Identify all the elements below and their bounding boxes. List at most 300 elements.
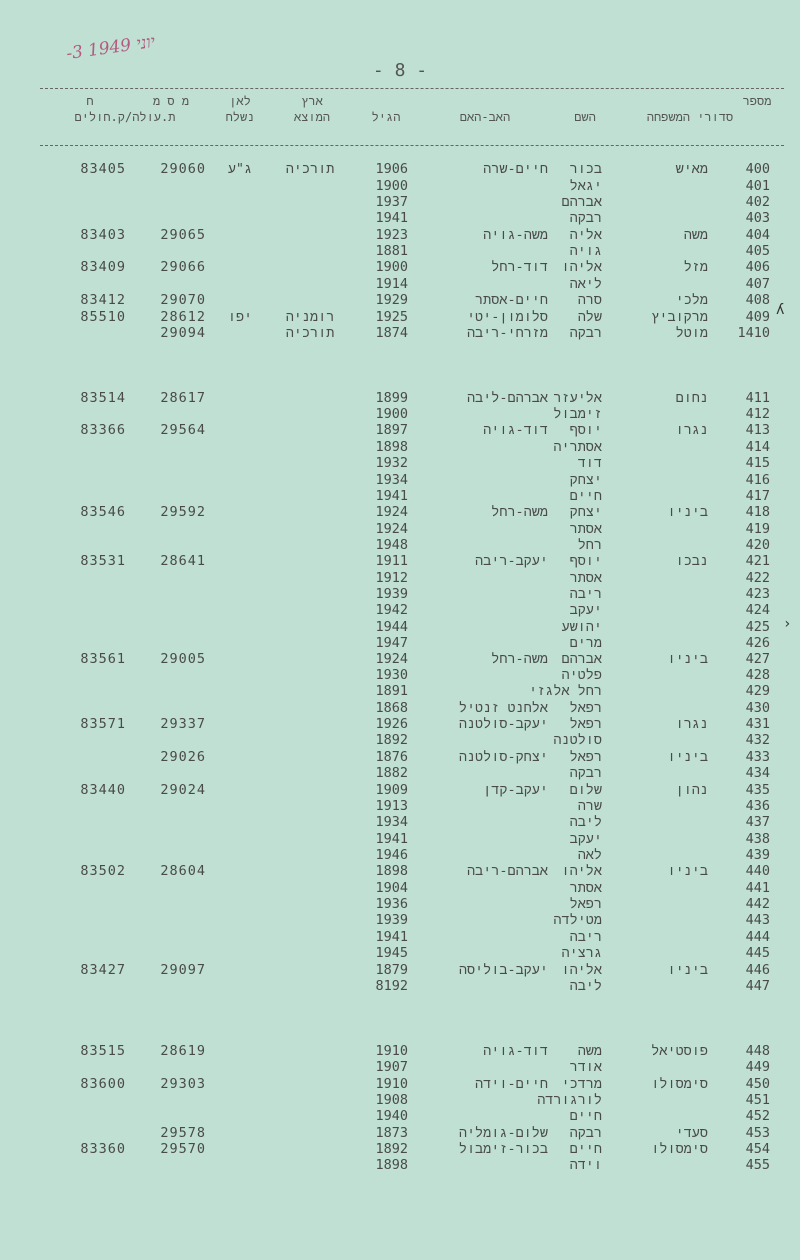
cert-number-2: 28617 [160,390,206,406]
parents-names: יעקב-ריבה [475,553,548,569]
birth-year: 1899 [375,390,408,406]
birth-year: 1911 [375,553,408,569]
family-name: ביניו [667,651,708,667]
table-row [0,912,800,929]
first-name: סולטנה [553,732,602,748]
header-first-name: השם [574,110,596,124]
first-name: רבקה [569,765,602,781]
cert-number-1: 83440 [80,782,126,798]
first-name: שרה [577,798,602,814]
cert-number-1: 83514 [80,390,126,406]
cert-number-2: 29005 [160,651,206,667]
family-name: נהון [675,782,708,798]
parents-names: משה-גויה [483,227,548,243]
parents-names: חיים-אסתר [475,292,548,308]
first-name: אסתר [569,521,602,537]
table-row [0,978,800,995]
table-row [0,945,800,962]
table-row [0,1043,800,1060]
birth-year: 1932 [375,455,408,471]
serial-number: 453 [745,1125,770,1141]
family-name: ביניו [667,504,708,520]
family-name: פוסטיאל [651,1043,708,1059]
table-row [0,455,800,472]
cert-number-1: 83427 [80,962,126,978]
family-name: ביניו [667,749,708,765]
parents-names: משה-רחל [491,651,548,667]
table-row [0,635,800,652]
serial-number: 455 [745,1157,770,1173]
birth-year: 1925 [375,309,408,325]
birth-year: 1898 [375,439,408,455]
cert-number-1: 85510 [80,309,126,325]
first-name: ליבה [569,814,602,830]
table-row [0,1059,800,1076]
first-name: מרדכי [561,1076,602,1092]
table-row [0,847,800,864]
cert-number-1: 83360 [80,1141,126,1157]
parents-names: דוד-גויה [483,1043,548,1059]
first-name: רבקה [569,325,602,341]
birth-year: 1912 [375,570,408,586]
table-row [0,749,800,766]
header-dest-line1: לאן [229,94,251,108]
table-row [0,161,800,178]
birth-year: 1913 [375,798,408,814]
serial-number: 442 [745,896,770,912]
cert-number-2: 29094 [160,325,206,341]
birth-year: 1873 [375,1125,408,1141]
first-name: אודר [569,1059,602,1075]
serial-number: 404 [745,227,770,243]
cert-number-2: 29564 [160,422,206,438]
header-family: סדורי המשפחה [646,110,734,124]
parents-names: מזרחי-ריבה [466,325,548,341]
cert-number-2: 29070 [160,292,206,308]
birth-year: 1908 [375,1092,408,1108]
family-name: מזל [683,259,708,275]
serial-number: 444 [745,929,770,945]
birth-year: 1909 [375,782,408,798]
country-of-origin: רומניה [285,309,335,325]
family-name: סימסולו [651,1076,708,1092]
first-name: רפאל [569,749,602,765]
first-name: דוד [577,455,602,471]
cert-number-2: 29060 [160,161,206,177]
cert-number-2: 29303 [160,1076,206,1092]
first-name: יוסף [569,422,602,438]
cert-number-1: 83546 [80,504,126,520]
birth-year: 1926 [375,716,408,732]
first-name: יוסף [569,553,602,569]
first-name: מטילדה [553,912,602,928]
parents-names: בכור-זימבול [458,1141,548,1157]
first-name: ריבה [569,586,602,602]
table-row [0,292,800,309]
first-name: אליה [569,227,602,243]
country-of-origin: תורכיה [285,325,335,341]
serial-number: 454 [745,1141,770,1157]
cert-number-1: 83502 [80,863,126,879]
header-country-line1: ארץ [301,94,323,108]
table-row [0,1141,800,1158]
birth-year: 1944 [375,619,408,635]
cert-number-1: 83409 [80,259,126,275]
first-name: ריבה [569,929,602,945]
serial-number: 424 [745,602,770,618]
birth-year: 1898 [375,863,408,879]
first-name: רפאל [569,700,602,716]
family-name: מאיש [675,161,708,177]
margin-mark: ʎ [776,302,785,318]
table-row [0,570,800,587]
birth-year: 1897 [375,422,408,438]
serial-number: 420 [745,537,770,553]
first-name: זימבול [553,406,602,422]
serial-number: 405 [745,243,770,259]
birth-year: 8192 [375,978,408,994]
birth-year: 1882 [375,765,408,781]
cert-number-1: 83515 [80,1043,126,1059]
family-name: נבכו [675,553,708,569]
table-row [0,472,800,489]
family-name: משה [683,227,708,243]
parents-names: חיים-וידה [475,1076,548,1092]
serial-number: 439 [745,847,770,863]
serial-number: 423 [745,586,770,602]
serial-number: 407 [745,276,770,292]
table-row [0,814,800,831]
birth-year: 1945 [375,945,408,961]
serial-number: 425 [745,619,770,635]
serial-number: 450 [745,1076,770,1092]
birth-year: 1910 [375,1043,408,1059]
birth-year: 1941 [375,210,408,226]
birth-year: 1907 [375,1059,408,1075]
cert-number-2: 28612 [160,309,206,325]
cert-number-1: 83366 [80,422,126,438]
first-name: אליהו [561,863,602,879]
first-name: יעקב [569,831,602,847]
parents-names: יצחק-סולטנה [458,749,548,765]
first-name: וידה [569,1157,602,1173]
birth-year: 1900 [375,406,408,422]
family-name: נגרו [675,422,708,438]
parents-names: חיים-שרה [483,161,548,177]
table-row [0,537,800,554]
first-name: יעקב [569,602,602,618]
birth-year: 1892 [375,732,408,748]
table-row [0,667,800,684]
parents-names: יעקב-סולטנה [458,716,548,732]
family-name: מלכי [675,292,708,308]
cert-number-2: 28641 [160,553,206,569]
birth-year: 1868 [375,700,408,716]
first-name: משה [577,1043,602,1059]
header-number: מספר [742,94,772,108]
table-row [0,1092,800,1109]
first-name: חיים [569,1141,602,1157]
parents-names: דוד-רחל [491,259,548,275]
table-row [0,488,800,505]
serial-number: 433 [745,749,770,765]
table-row [0,309,800,326]
serial-number: 448 [745,1043,770,1059]
table-row [0,1157,800,1174]
table-row [0,651,800,668]
birth-year: 1936 [375,896,408,912]
first-name: יגאל [569,178,602,194]
serial-number: 429 [745,683,770,699]
header-cert-col2: מ ס מ [152,94,190,108]
parents-names: סלומון-יטי [466,309,548,325]
serial-number: 421 [745,553,770,569]
table-row [0,521,800,538]
birth-year: 1941 [375,488,408,504]
first-name: אליהו [561,962,602,978]
birth-year: 1930 [375,667,408,683]
table-row [0,716,800,733]
first-name: שלום [569,782,602,798]
table-row [0,259,800,276]
first-name: פלטיה [561,667,602,683]
birth-year: 1881 [375,243,408,259]
serial-number: 409 [745,309,770,325]
birth-year: 1937 [375,194,408,210]
serial-number: 417 [745,488,770,504]
table-row [0,896,800,913]
serial-number: 419 [745,521,770,537]
serial-number: 436 [745,798,770,814]
cert-number-2: 29065 [160,227,206,243]
first-name: יצחק [569,472,602,488]
first-name: לאה [577,847,602,863]
serial-number: 412 [745,406,770,422]
cert-number-1: 83600 [80,1076,126,1092]
family-name: מרקוביץ [651,309,708,325]
birth-year: 1923 [375,227,408,243]
header-cert-line2: ת.עולה/ק.חולים [74,110,176,124]
first-name: אליעזר [553,390,602,406]
cert-number-1: 83531 [80,553,126,569]
table-row [0,880,800,897]
birth-year: 1906 [375,161,408,177]
serial-number: 418 [745,504,770,520]
cert-number-2: 29026 [160,749,206,765]
serial-number: 426 [745,635,770,651]
birth-year: 1942 [375,602,408,618]
first-name: יהושע [561,619,602,635]
first-name: ליאה [569,276,602,292]
table-row [0,504,800,521]
parents-names: משה-רחל [491,504,548,520]
table-row [0,700,800,717]
cert-number-2: 29570 [160,1141,206,1157]
table-row [0,765,800,782]
header-cert-col1: ח [86,94,94,108]
table-row [0,439,800,456]
serial-number: 430 [745,700,770,716]
family-name: מוטל [675,325,708,341]
serial-number: 434 [745,765,770,781]
cert-number-2: 28619 [160,1043,206,1059]
table-row [0,831,800,848]
serial-number: 1410 [737,325,770,341]
parents-names: שלום-גומליה [458,1125,548,1141]
destination: יפו [227,309,253,325]
table-row [0,325,800,342]
first-name: אברהם [561,194,602,210]
birth-year: 1939 [375,586,408,602]
family-name: סימסולו [651,1141,708,1157]
table-row [0,210,800,227]
cert-number-1: 83561 [80,651,126,667]
first-name: רחל אלגזי [529,683,602,699]
table-row [0,422,800,439]
table-row [0,553,800,570]
table-row [0,863,800,880]
first-name: רבקה [569,1125,602,1141]
serial-number: 401 [745,178,770,194]
serial-number: 438 [745,831,770,847]
birth-year: 1941 [375,831,408,847]
table-row [0,962,800,979]
serial-number: 415 [745,455,770,471]
serial-number: 451 [745,1092,770,1108]
birth-year: 1940 [375,1108,408,1124]
first-name: רפאל [569,896,602,912]
birth-year: 1900 [375,178,408,194]
cert-number-1: 83412 [80,292,126,308]
table-header [40,88,784,146]
serial-number: 443 [745,912,770,928]
family-name: ביניו [667,962,708,978]
serial-number: 449 [745,1059,770,1075]
birth-year: 1934 [375,472,408,488]
serial-number: 432 [745,732,770,748]
birth-year: 1941 [375,929,408,945]
serial-number: 400 [745,161,770,177]
parents-names: יעקב-קדן [483,782,548,798]
table-row [0,602,800,619]
table-row [0,782,800,799]
serial-number: 411 [745,390,770,406]
birth-year: 1898 [375,1157,408,1173]
table-row [0,194,800,211]
first-name: סרה [577,292,602,308]
first-name: אליהו [561,259,602,275]
birth-year: 1948 [375,537,408,553]
table-row [0,406,800,423]
serial-number: 452 [745,1108,770,1124]
birth-year: 1904 [375,880,408,896]
family-name: סעדי [675,1125,708,1141]
serial-number: 447 [745,978,770,994]
table-row [0,683,800,700]
serial-number: 441 [745,880,770,896]
header-dest-line2: נשלח [225,110,255,124]
serial-number: 416 [745,472,770,488]
table-row [0,1125,800,1142]
first-name: בכור [569,161,602,177]
table-row [0,243,800,260]
birth-year: 1910 [375,1076,408,1092]
serial-number: 445 [745,945,770,961]
serial-number: 414 [745,439,770,455]
serial-number: 408 [745,292,770,308]
first-name: שלה [577,309,602,325]
birth-year: 1934 [375,814,408,830]
table-row [0,619,800,636]
serial-number: 428 [745,667,770,683]
first-name: רפאל [569,716,602,732]
first-name: אסתר [569,570,602,586]
table-row [0,390,800,407]
handwritten-date-note: -3 יוני 1949 [65,31,157,65]
country-of-origin: תורכיה [285,161,335,177]
serial-number: 402 [745,194,770,210]
birth-year: 1929 [375,292,408,308]
birth-year: 1924 [375,651,408,667]
table-row [0,798,800,815]
serial-number: 427 [745,651,770,667]
birth-year: 1892 [375,1141,408,1157]
page-number: - 8 - [372,60,428,81]
first-name: לורגורדה [537,1092,602,1108]
table-row [0,227,800,244]
birth-year: 1900 [375,259,408,275]
cert-number-1: 83403 [80,227,126,243]
table-row [0,276,800,293]
first-name: רבקה [569,210,602,226]
serial-number: 437 [745,814,770,830]
header-country-line2: המוצא [293,110,330,124]
first-name: יצחק [569,504,602,520]
cert-number-1: 83405 [80,161,126,177]
destination: ג"ע [227,161,253,177]
serial-number: 422 [745,570,770,586]
parents-names: אברהם-ריבה [466,863,548,879]
serial-number: 431 [745,716,770,732]
family-name: נגרו [675,716,708,732]
birth-year: 1924 [375,504,408,520]
table-row [0,1108,800,1125]
birth-year: 1947 [375,635,408,651]
first-name: רחל [577,537,602,553]
table-row [0,178,800,195]
family-name: נחום [675,390,708,406]
cert-number-2: 29097 [160,962,206,978]
serial-number: 446 [745,962,770,978]
first-name: אסתר [569,880,602,896]
birth-year: 1874 [375,325,408,341]
first-name: גויה [569,243,602,259]
birth-year: 1876 [375,749,408,765]
serial-number: 435 [745,782,770,798]
birth-year: 1924 [375,521,408,537]
first-name: גרציה [561,945,602,961]
cert-number-2: 29066 [160,259,206,275]
serial-number: 440 [745,863,770,879]
family-name: ביניו [667,863,708,879]
first-name: אברהם [561,651,602,667]
margin-mark: › [783,616,792,632]
cert-number-2: 29592 [160,504,206,520]
cert-number-2: 29578 [160,1125,206,1141]
parents-names: דוד-גויה [483,422,548,438]
birth-year: 1946 [375,847,408,863]
birth-year: 1939 [375,912,408,928]
